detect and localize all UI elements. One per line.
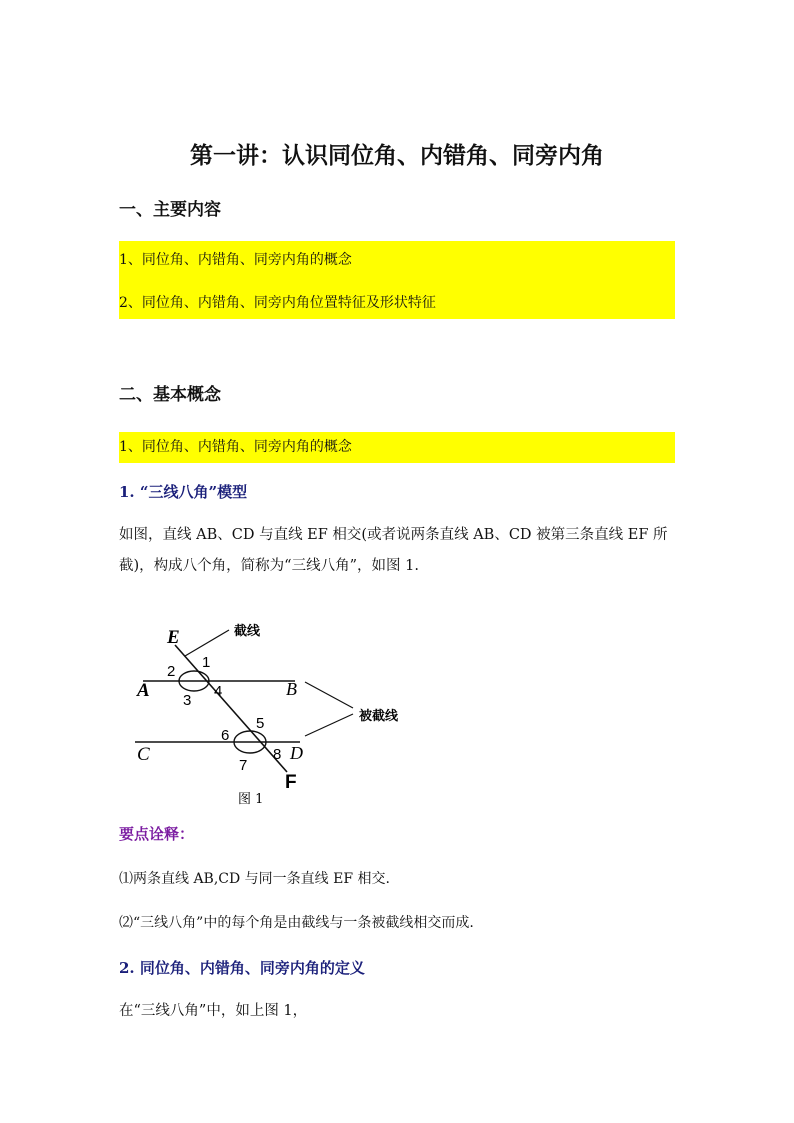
label-cut-lines: 被截线 [359,709,399,724]
label-a: A [137,680,150,701]
paragraph-model-line2: 截)，构成八个角，简称为“三线八角”，如图 1. [119,558,419,574]
label-angle-5: 5 [256,715,265,732]
label-angle-2: 2 [167,663,176,680]
label-angle-4: 4 [214,683,223,700]
keypoint-note-1: ⑴两条直线 AB,CD 与同一条直线 EF 相交. [119,871,390,887]
label-angle-7: 7 [239,757,248,774]
section1-highlight-block [119,241,675,319]
pointer-transversal [185,630,229,656]
section1-item-1: 1、同位角、内错角、同旁内角的概念 [119,252,352,268]
label-b: B [286,679,297,699]
label-angle-8: 8 [273,746,282,763]
keypoints-label: 要点诠释： [119,825,195,843]
subheading-definitions: 2. 同位角、内错角、同旁内角的定义 [119,959,365,977]
figure-svg [125,618,425,813]
pointer-cut-line-lower [305,714,353,736]
section2-highlight-text: 1、同位角、内错角、同旁内角的概念 [119,439,352,455]
paragraph-definitions: 在“三线八角”中，如上图 1， [119,1003,308,1019]
label-angle-1: 1 [202,654,211,671]
label-angle-3: 3 [183,692,192,709]
keypoint-note-2: ⑵“三线八角”中的每个角是由截线与一条被截线相交而成. [119,915,474,931]
figure-caption: 图 1 [238,792,264,807]
pointer-cut-line-upper [305,682,353,708]
section1-heading: 一、主要内容 [119,200,221,220]
figure-three-lines-eight-angles [125,618,425,813]
section1-item-2: 2、同位角、内错角、同旁内角位置特征及形状特征 [119,295,436,311]
label-c: C [137,744,150,765]
section2-highlight-block [119,432,675,463]
label-d: D [290,743,303,763]
subheading-model: 1. “三线八角”模型 [119,483,248,501]
section2-heading: 二、基本概念 [119,385,221,405]
label-angle-6: 6 [221,727,230,744]
paragraph-model-line1: 如图，直线 AB、CD 与直线 EF 相交(或者说两条直线 AB、CD 被第三条直线 EF 所 [119,527,668,543]
page-title: 第一讲：认识同位角、内错角、同旁内角 [190,142,604,169]
line-ef [175,645,287,772]
label-f: F [285,772,297,793]
label-e: E [167,627,180,648]
label-transversal: 截线 [234,624,261,639]
